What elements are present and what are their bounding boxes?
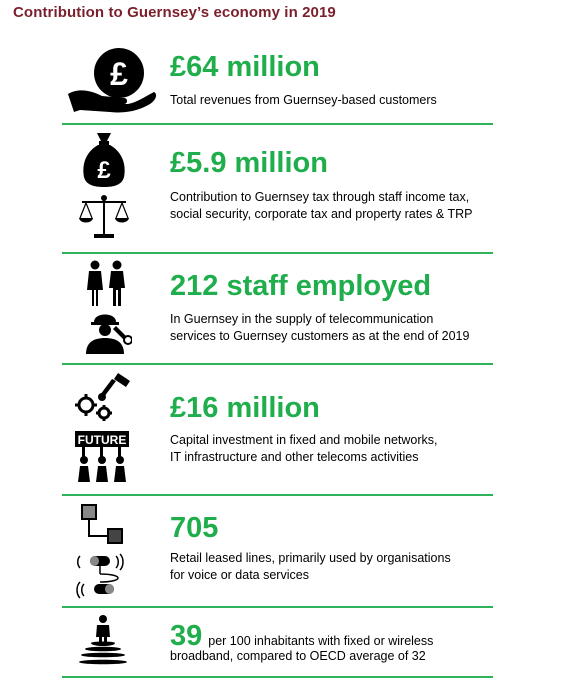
network-nodes-icon [80,503,124,545]
section-divider [62,494,493,496]
stat-value-revenue: £64 million [170,51,320,83]
engineer-worker-icon [82,308,132,354]
future-sign-icon [74,430,130,482]
section-divider [62,676,493,678]
stat-value-capital: £16 million [170,392,320,424]
stat-desc-staff-line1: In Guernsey in the supply of telecommunication [170,312,434,326]
hand-holding-pound-coin-icon [66,44,158,114]
robot-arm-gears-icon [74,371,134,421]
section-divider [62,363,493,365]
stat-desc-tax-line1: Contribution to Guernsey tax through staff income tax, [170,190,470,204]
money-bag-pound-icon [80,131,128,187]
broadband-number: 39 [170,620,203,652]
section-divider [62,123,493,125]
stat-desc-tax-line2: social security, corporate tax and property rates & TRP [170,207,473,221]
page-title: Contribution to Guernsey’s economy in 2019 [13,4,336,21]
stat-desc-leased-line2: for voice or data services [170,568,309,582]
stat-desc-staff-line2: services to Guernsey customers as at the end of 2019 [170,329,470,343]
section-divider [62,606,493,608]
stat-value-leased-lines: 705 [170,512,219,544]
staff-people-icon [84,260,128,306]
stat-desc-capital-line2: IT infrastructure and other telecoms activities [170,450,419,464]
future-sign-text: FUTURE [77,433,127,447]
connected-devices-icon [76,552,128,600]
svg-text:£: £ [97,157,111,184]
stat-value-tax: £5.9 million [170,147,328,179]
stat-desc-broadband-line: broadband, compared to OECD average of 32 [170,649,426,663]
scales-of-justice-icon [78,194,130,240]
stat-value-broadband [170,622,433,651]
wireless-broadband-user-icon [78,615,128,667]
section-divider [62,252,493,254]
stat-desc-leased-line1: Retail leased lines, primarily used by organisations [170,551,451,565]
svg-text:£: £ [110,56,128,92]
stat-desc-capital-line1: Capital investment in fixed and mobile networks, [170,433,438,447]
stat-desc-revenue: Total revenues from Guernsey-based customers [170,93,437,107]
stat-value-staff: 212 staff employed [170,270,432,302]
stat-desc-broadband-inline: per 100 inhabitants with fixed or wireless [208,634,434,648]
